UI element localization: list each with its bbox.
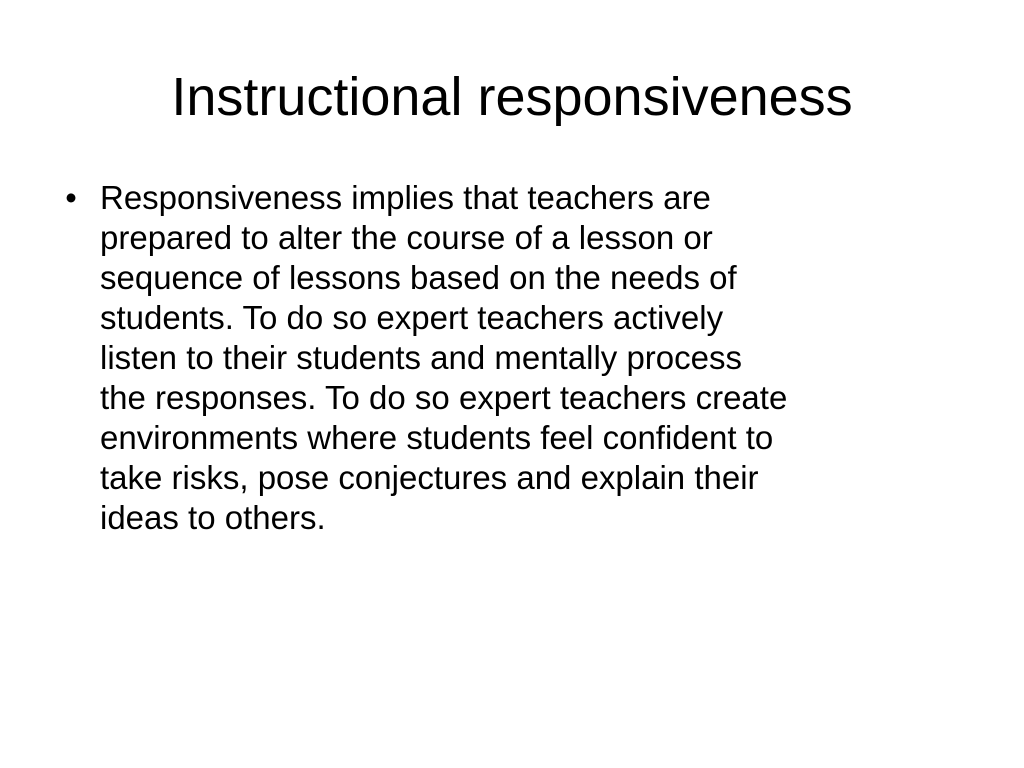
- bullet-text-line: ideas to others.: [100, 499, 326, 536]
- bullet-text-line: environments where students feel confident to: [100, 419, 774, 456]
- bullet-text-line: take risks, pose conjectures and explain their: [100, 459, 759, 496]
- bullet-text-line: prepared to alter the course of a lesson or: [100, 219, 713, 256]
- bullet-item: [56, 178, 976, 538]
- bullet-text-line: sequence of lessons based on the needs of: [100, 259, 737, 296]
- bullet-text-line: students. To do so expert teachers actively: [100, 299, 724, 336]
- bullet-list: [56, 178, 976, 538]
- bullet-text-line: the responses. To do so expert teachers create: [100, 379, 788, 416]
- bullet-icon: •: [65, 179, 77, 216]
- slide-title: Instructional responsiveness: [171, 67, 853, 127]
- bullet-text-line: listen to their students and mentally process: [100, 339, 743, 376]
- bullet-text-line: Responsiveness implies that teachers are: [100, 179, 711, 216]
